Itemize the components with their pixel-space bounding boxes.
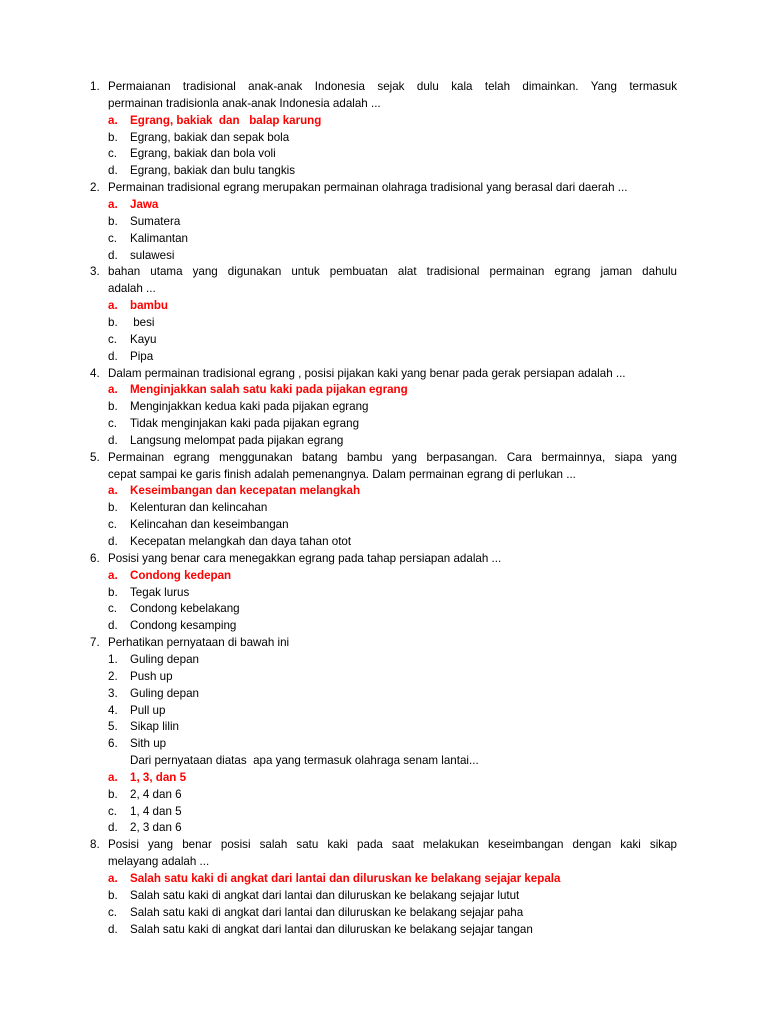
option-text: Kayu bbox=[130, 332, 157, 346]
statement-text: Sikap lilin bbox=[130, 720, 179, 734]
option-text: Tidak menginjakan kaki pada pijakan egrang bbox=[130, 417, 360, 430]
option-label: d. bbox=[108, 535, 118, 548]
option-label: a. bbox=[108, 484, 118, 498]
option-text: Menginjakkan salah satu kaki pada pijakan egrang bbox=[130, 383, 408, 397]
option-label: d. bbox=[108, 619, 118, 633]
question-line bbox=[0, 95, 768, 112]
question-number: 8. bbox=[90, 838, 100, 852]
option-label: b. bbox=[108, 585, 118, 599]
answer-option bbox=[0, 297, 768, 314]
option-text: bambu bbox=[130, 299, 169, 313]
option-label: b. bbox=[108, 214, 118, 228]
option-item bbox=[0, 162, 768, 179]
option-item bbox=[0, 499, 768, 516]
question-number: 3. bbox=[90, 265, 100, 279]
option-text: Salah satu kaki di angkat dari lantai dan diluruskan ke belakang sejajar kepala bbox=[130, 872, 561, 885]
answer-option bbox=[0, 870, 768, 887]
statement-item bbox=[0, 651, 768, 668]
option-label: b. bbox=[108, 501, 118, 515]
question-number: 5. bbox=[90, 450, 100, 464]
option-item bbox=[0, 314, 768, 331]
statement-number: 6. bbox=[108, 737, 118, 751]
option-label: d. bbox=[108, 922, 118, 936]
option-label: d. bbox=[108, 164, 118, 178]
option-label: a. bbox=[108, 197, 118, 211]
option-label: a. bbox=[108, 383, 118, 397]
option-text: besi bbox=[130, 315, 155, 329]
question-number: 7. bbox=[90, 636, 100, 650]
question-line bbox=[0, 634, 768, 651]
question-line bbox=[0, 550, 768, 567]
option-text: Kelenturan dan kelincahan bbox=[130, 501, 268, 515]
option-label: c. bbox=[108, 332, 118, 346]
question-text: permainan tradisionla anak-anak Indonesia adalah ... bbox=[108, 96, 381, 110]
statement-text: Guling depan bbox=[130, 652, 199, 666]
statement-item bbox=[0, 668, 768, 685]
option-text: Egrang, bakiak dan bola voli bbox=[130, 147, 276, 161]
question-text: Dalam permainan tradisional egrang , posisi pijakan kaki yang benar pada gerak persiapan adalah ... bbox=[108, 366, 626, 380]
question-text: Permainan tradisional egrang merupakan permainan olahraga tradisional yang berasal dari daerah ... bbox=[108, 181, 628, 195]
option-text: sulawesi bbox=[130, 248, 175, 262]
question-text: cepat sampai ke garis finish adalah pemenangnya. Dalam permainan egrang di perlukan ... bbox=[108, 467, 576, 481]
question-line bbox=[0, 836, 768, 853]
question-number: 1. bbox=[90, 80, 100, 93]
statement-item bbox=[0, 718, 768, 735]
option-label: c. bbox=[108, 417, 118, 430]
option-text: Keseimbangan dan kecepatan melangkah bbox=[130, 484, 361, 498]
option-item bbox=[0, 600, 768, 617]
option-item bbox=[0, 786, 768, 803]
option-label: c. bbox=[108, 231, 118, 245]
question-text: Permaianan tradisional anak-anak Indonesia sejak dulu kala telah dimainkan. Yang termasuk bbox=[108, 80, 677, 93]
answer-option bbox=[0, 567, 768, 584]
prompt-text: Dari pernyataan diatas apa yang termasuk olahraga senam lantai... bbox=[130, 754, 479, 767]
statement-number: 5. bbox=[108, 720, 118, 734]
option-text: Langsung melompat pada pijakan egrang bbox=[130, 433, 344, 447]
option-item bbox=[0, 819, 768, 836]
statement-item bbox=[0, 685, 768, 702]
answer-option bbox=[0, 381, 768, 398]
question-line bbox=[0, 449, 768, 466]
statement-number: 3. bbox=[108, 686, 118, 700]
option-text: 2, 3 dan 6 bbox=[130, 821, 182, 835]
question-line bbox=[0, 853, 768, 870]
question-number: 4. bbox=[90, 366, 100, 380]
question-text: melayang adalah ... bbox=[108, 855, 210, 869]
option-text: Egrang, bakiak dan bulu tangkis bbox=[130, 164, 296, 178]
option-text: 2, 4 dan 6 bbox=[130, 787, 182, 801]
option-label: a. bbox=[108, 872, 118, 885]
option-text: 1, 3, dan 5 bbox=[130, 770, 187, 784]
option-item bbox=[0, 803, 768, 820]
option-label: b. bbox=[108, 787, 118, 801]
option-label: b. bbox=[108, 315, 118, 329]
option-text: Pipa bbox=[130, 349, 154, 363]
option-label: b. bbox=[108, 400, 118, 414]
statement-text: Guling depan bbox=[130, 686, 199, 700]
option-item bbox=[0, 887, 768, 904]
option-item bbox=[0, 213, 768, 230]
statement-text: Sith up bbox=[130, 737, 167, 751]
option-item bbox=[0, 584, 768, 601]
answer-option bbox=[0, 769, 768, 786]
option-label: b. bbox=[108, 130, 118, 144]
option-text: Condong kedepan bbox=[130, 568, 232, 582]
option-text: Menginjakkan kedua kaki pada pijakan egrang bbox=[130, 400, 369, 414]
question-prompt bbox=[0, 752, 768, 769]
option-text: Condong kebelakang bbox=[130, 602, 240, 616]
option-text: 1, 4 dan 5 bbox=[130, 804, 182, 818]
option-item bbox=[0, 398, 768, 415]
option-item bbox=[0, 331, 768, 348]
question-text: Perhatikan pernyataan di bawah ini bbox=[108, 636, 290, 650]
option-label: c. bbox=[108, 147, 118, 161]
answer-option bbox=[0, 196, 768, 213]
option-text: Salah satu kaki di angkat dari lantai dan diluruskan ke belakang sejajar tangan bbox=[130, 922, 533, 936]
option-label: d. bbox=[108, 349, 118, 363]
question-line bbox=[0, 179, 768, 196]
option-item bbox=[0, 432, 768, 449]
option-label: a. bbox=[108, 568, 118, 582]
option-item bbox=[0, 921, 768, 938]
question-text: Posisi yang benar posisi salah satu kaki pada saat melakukan keseimbangan dengan kaki sikap bbox=[108, 838, 677, 852]
option-text: Egrang, bakiak dan balap karung bbox=[130, 113, 322, 127]
option-label: d. bbox=[108, 433, 118, 447]
option-text: Kelincahan dan keseimbangan bbox=[130, 518, 289, 532]
statement-text: Pull up bbox=[130, 703, 166, 717]
question-line bbox=[0, 263, 768, 280]
option-text: Salah satu kaki di angkat dari lantai dan diluruskan ke belakang sejajar paha bbox=[130, 905, 524, 919]
question-number: 2. bbox=[90, 181, 100, 195]
option-text: Salah satu kaki di angkat dari lantai dan diluruskan ke belakang sejajar lutut bbox=[130, 888, 520, 902]
question-line bbox=[0, 280, 768, 297]
question-text: Posisi yang benar cara menegakkan egrang pada tahap persiapan adalah ... bbox=[108, 551, 502, 565]
option-label: c. bbox=[108, 602, 118, 616]
answer-option bbox=[0, 112, 768, 129]
option-item bbox=[0, 415, 768, 432]
question-text: Permainan egrang menggunakan batang bambu yang berpasangan. Cara bermainnya, siapa yang bbox=[108, 450, 677, 464]
option-text: Sumatera bbox=[130, 214, 181, 228]
answer-option bbox=[0, 482, 768, 499]
option-item bbox=[0, 904, 768, 921]
question-line bbox=[0, 78, 768, 95]
option-label: a. bbox=[108, 299, 118, 313]
option-label: c. bbox=[108, 905, 118, 919]
option-text: Kecepatan melangkah dan daya tahan otot bbox=[130, 535, 352, 548]
statement-number: 1. bbox=[108, 652, 118, 666]
option-label: c. bbox=[108, 804, 118, 818]
question-text: adalah ... bbox=[108, 282, 156, 296]
question-line bbox=[0, 466, 768, 483]
option-item bbox=[0, 516, 768, 533]
statement-item bbox=[0, 702, 768, 719]
option-label: c. bbox=[108, 518, 118, 532]
option-text: Egrang, bakiak dan sepak bola bbox=[130, 130, 290, 144]
question-line bbox=[0, 365, 768, 382]
option-text: Tegak lurus bbox=[130, 585, 190, 599]
option-text: Condong kesamping bbox=[130, 619, 237, 633]
option-label: d. bbox=[108, 248, 118, 262]
statement-number: 4. bbox=[108, 703, 118, 717]
option-label: a. bbox=[108, 113, 118, 127]
option-label: b. bbox=[108, 888, 118, 902]
option-item bbox=[0, 129, 768, 146]
question-number: 6. bbox=[90, 551, 100, 565]
question-text: bahan utama yang digunakan untuk pembuatan alat tradisional permainan egrang jaman dahulu bbox=[108, 265, 677, 279]
option-label: a. bbox=[108, 770, 118, 784]
option-label: d. bbox=[108, 821, 118, 835]
option-text: Jawa bbox=[130, 197, 159, 211]
statement-text: Push up bbox=[130, 669, 173, 683]
option-item bbox=[0, 348, 768, 365]
statement-item bbox=[0, 735, 768, 752]
option-item bbox=[0, 145, 768, 162]
statement-number: 2. bbox=[108, 669, 118, 683]
option-item bbox=[0, 617, 768, 634]
option-item bbox=[0, 247, 768, 264]
option-item bbox=[0, 230, 768, 247]
option-item bbox=[0, 533, 768, 550]
option-text: Kalimantan bbox=[130, 231, 189, 245]
